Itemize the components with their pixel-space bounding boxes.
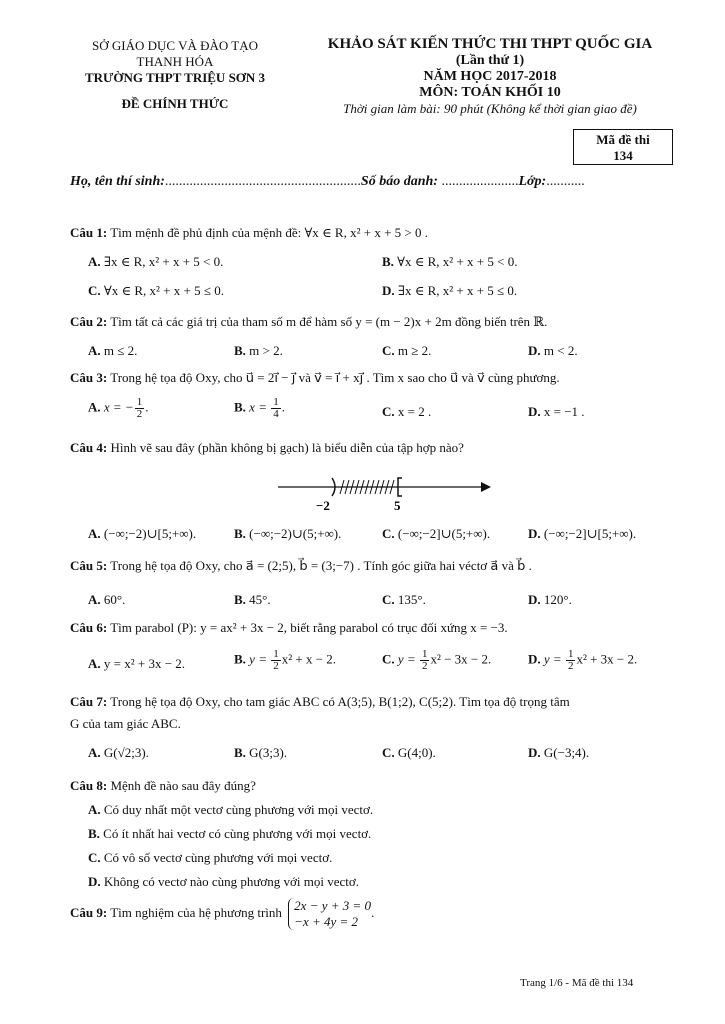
option-label: C. xyxy=(382,526,395,541)
option-text: Có vô số vectơ cùng phương với mọi vectơ. xyxy=(103,850,333,865)
question-label: Câu 5: xyxy=(70,558,108,573)
axis-arrow-icon xyxy=(481,482,491,492)
q1-option-b[interactable] xyxy=(382,254,517,270)
option-label: D. xyxy=(528,526,541,541)
exam-code-box xyxy=(573,129,673,165)
q2-option-d[interactable] xyxy=(528,343,578,359)
option-text: ∀x ∈ R, x² + x + 5 < 0. xyxy=(397,254,518,269)
question-text: Trong hệ tọa độ Oxy, cho u⃗ = 2i⃗ − j⃗ và v⃗ = i⃗ + xj⃗ . Tìm x sao cho u⃗ và v⃗ cùng phương. xyxy=(110,370,560,385)
fraction-numerator: 1 xyxy=(273,396,279,408)
student-id-field: ...................... xyxy=(437,174,519,189)
department-name xyxy=(70,38,280,112)
fraction xyxy=(566,649,576,672)
option-label: B. xyxy=(382,254,394,269)
question-text: Trong hệ tọa độ Oxy, cho a⃗ = (2;5), b⃗ = (3;−7) . Tính góc giữa hai véctơ a⃗ và b⃗ . xyxy=(110,558,532,573)
option-label: A. xyxy=(88,399,101,415)
option-label: A. xyxy=(88,526,101,541)
q8-option-b[interactable] xyxy=(88,826,371,842)
question-label: Câu 8: xyxy=(70,778,108,793)
option-text: G(3;3). xyxy=(249,745,288,760)
question-label: Câu 7: xyxy=(70,694,108,709)
left-endpoint-label: −2 xyxy=(316,498,330,513)
question-label: Câu 9: xyxy=(70,904,108,920)
question-label: Câu 2: xyxy=(70,314,108,329)
question-8 xyxy=(70,778,256,794)
exam-title: KHẢO SÁT KIẾN THỨC THI THPT QUỐC GIA xyxy=(327,36,653,52)
q3-option-d[interactable] xyxy=(528,404,585,420)
question-text: Hình vẽ sau đây (phần không bị gạch) là biểu diễn của tập hợp nào? xyxy=(110,440,464,455)
student-id-label: Số báo danh: xyxy=(360,174,438,189)
option-label: C. xyxy=(382,404,395,419)
fraction xyxy=(135,397,145,420)
question-text: Trong hệ tọa độ Oxy, cho tam giác ABC có A(3;5), B(1;2), C(5;2). Tìm tọa độ trọng tâm xyxy=(110,694,570,709)
student-info-line xyxy=(70,174,585,190)
question-7-line-2: G của tam giác ABC. xyxy=(70,716,181,731)
q7-option-b[interactable] xyxy=(234,745,287,761)
question-text: Tìm mệnh đề phủ định của mệnh đề: ∀x ∈ R, x² + x + 5 > 0 . xyxy=(110,225,428,240)
question-text: Mệnh đề nào sau đây đúng? xyxy=(110,778,256,793)
option-label: A. xyxy=(88,254,101,269)
fraction-denominator: 4 xyxy=(273,408,279,420)
fraction xyxy=(271,397,281,420)
question-9 xyxy=(70,898,374,930)
option-label: B. xyxy=(234,651,246,667)
q5-option-d[interactable] xyxy=(528,592,572,608)
student-name-label: Họ, tên thí sinh: xyxy=(70,174,165,189)
option-suffix: x² − 3x − 2. xyxy=(430,651,492,667)
number-line-figure xyxy=(278,470,493,515)
option-text: (−∞;−2]∪[5;+∞). xyxy=(543,526,637,541)
question-suffix: . xyxy=(371,904,375,920)
q8-option-d[interactable] xyxy=(88,874,359,890)
option-suffix: . xyxy=(281,399,285,415)
exam-round: (Lần thứ 1) xyxy=(455,53,525,68)
fraction xyxy=(420,649,430,672)
option-label: A. xyxy=(88,656,101,671)
question-label: Câu 1: xyxy=(70,225,108,240)
option-label: A. xyxy=(88,745,101,760)
option-prefix: x = − xyxy=(103,399,134,415)
q4-option-a[interactable] xyxy=(88,526,196,542)
q4-option-c[interactable] xyxy=(382,526,490,542)
fraction-numerator: 1 xyxy=(421,648,428,660)
option-text: (−∞;−2]∪(5;+∞). xyxy=(397,526,491,541)
fraction-denominator: 2 xyxy=(136,408,143,420)
class-label: Lớp: xyxy=(518,174,547,189)
q3-option-c[interactable] xyxy=(382,404,431,420)
option-prefix: y = xyxy=(543,651,562,667)
q6-option-d[interactable] xyxy=(528,649,637,672)
school-name: TRƯỜNG THPT TRIỆU SƠN 3 xyxy=(84,70,266,85)
equation-system xyxy=(288,898,371,930)
option-text: m > 2. xyxy=(249,343,283,358)
q7-option-a[interactable] xyxy=(88,745,149,761)
option-text: x = 2 . xyxy=(397,404,432,419)
option-label: D. xyxy=(528,592,541,607)
option-text: 60°. xyxy=(103,592,126,607)
option-text: G(√2;3). xyxy=(103,745,149,760)
option-text: (−∞;−2)∪[5;+∞). xyxy=(103,526,197,541)
option-text: m ≤ 2. xyxy=(103,343,138,358)
q7-option-d[interactable] xyxy=(528,745,589,761)
option-label: A. xyxy=(88,592,101,607)
fraction-numerator: 1 xyxy=(136,396,143,408)
q2-option-a[interactable] xyxy=(88,343,137,359)
question-1 xyxy=(70,225,428,241)
q1-option-c[interactable] xyxy=(88,283,224,299)
option-text: Có duy nhất một vectơ cùng phương với mọi vectơ. xyxy=(103,802,374,817)
q1-option-d[interactable] xyxy=(382,283,517,299)
option-text: Không có vectơ nào cùng phương với mọi vectơ. xyxy=(103,874,360,889)
q5-option-a[interactable] xyxy=(88,592,125,608)
option-text: G(4;0). xyxy=(397,745,436,760)
question-2 xyxy=(70,314,547,330)
q5-option-c[interactable] xyxy=(382,592,426,608)
official-label: ĐỀ CHÍNH THỨC xyxy=(121,96,229,111)
fraction-numerator: 1 xyxy=(273,648,279,660)
option-text: 120°. xyxy=(543,592,572,607)
question-text: Tìm tất cả các giá trị của tham số m để hàm số y = (m − 2)x + 2m đồng biến trên ℝ. xyxy=(110,314,548,329)
option-suffix: x² + 3x − 2. xyxy=(576,651,638,667)
option-label: D. xyxy=(528,651,541,667)
school-year: NĂM HỌC 2017-2018 xyxy=(423,69,557,84)
fraction-denominator: 2 xyxy=(273,660,279,672)
option-label: B. xyxy=(234,526,246,541)
option-label: B. xyxy=(88,826,100,841)
option-label: C. xyxy=(382,343,395,358)
fraction-numerator: 1 xyxy=(567,648,574,660)
q1-option-a[interactable] xyxy=(88,254,223,270)
q6-option-a[interactable] xyxy=(88,656,185,672)
q4-option-d[interactable] xyxy=(528,526,636,542)
question-4 xyxy=(70,440,464,456)
time-note: Thời gian làm bài: 90 phút (Không kể thời gian giao đề) xyxy=(343,101,637,116)
q2-option-b[interactable] xyxy=(234,343,283,359)
option-label: D. xyxy=(88,874,101,889)
option-text: 135°. xyxy=(397,592,426,607)
option-text: 45°. xyxy=(249,592,271,607)
option-prefix: x = xyxy=(249,399,267,415)
q6-option-c[interactable] xyxy=(382,649,491,672)
question-5 xyxy=(70,558,532,574)
option-text: G(−3;4). xyxy=(543,745,590,760)
question-7 xyxy=(70,694,570,710)
exam-code-label: Mã đề thi xyxy=(596,132,650,147)
option-label: C. xyxy=(88,850,101,865)
option-text: m ≥ 2. xyxy=(397,343,432,358)
q7-option-c[interactable] xyxy=(382,745,436,761)
option-text: y = x² + 3x − 2. xyxy=(103,656,186,671)
equation-1: 2x − y + 3 = 0 xyxy=(294,898,372,913)
q3-option-a[interactable] xyxy=(88,397,148,420)
option-text: ∃x ∈ R, x² + x + 5 ≤ 0. xyxy=(397,283,518,298)
option-text: Có ít nhất hai vectơ có cùng phương với mọi vectơ. xyxy=(103,826,372,841)
subject: MÔN: TOÁN KHỐI 10 xyxy=(419,85,561,100)
option-text: ∀x ∈ R, x² + x + 5 ≤ 0. xyxy=(103,283,224,298)
exam-code-value: 134 xyxy=(613,148,633,163)
option-label: C. xyxy=(88,283,101,298)
option-label: D. xyxy=(528,404,541,419)
question-text: Tìm parabol (P): y = ax² + 3x − 2, biết rằng parabol có trục đối xứng x = −3. xyxy=(110,620,508,635)
question-3 xyxy=(70,370,560,386)
q8-option-c[interactable] xyxy=(88,850,332,866)
option-text: ∃x ∈ R, x² + x + 5 < 0. xyxy=(103,254,224,269)
option-label: B. xyxy=(234,343,246,358)
q4-option-b[interactable] xyxy=(234,526,341,542)
option-prefix: y = xyxy=(249,651,267,667)
fraction-denominator: 2 xyxy=(421,660,428,672)
option-label: D. xyxy=(528,343,541,358)
question-label: Câu 4: xyxy=(70,440,108,455)
dept-line-2: THANH HÓA xyxy=(136,54,214,69)
option-text: x = −1 . xyxy=(543,404,585,419)
right-endpoint-label: 5 xyxy=(394,498,401,513)
q3-option-b[interactable] xyxy=(234,397,285,420)
fraction-denominator: 2 xyxy=(567,660,574,672)
q8-option-a[interactable] xyxy=(88,802,373,818)
question-text: Tìm nghiệm của hệ phương trình xyxy=(110,904,282,920)
dept-line-1: SỞ GIÁO DỤC VÀ ĐÀO TẠO xyxy=(92,38,258,53)
q5-option-b[interactable] xyxy=(234,592,271,608)
option-label: B. xyxy=(234,592,246,607)
question-label: Câu 6: xyxy=(70,620,108,635)
q6-option-b[interactable] xyxy=(234,649,336,672)
option-label: D. xyxy=(528,745,541,760)
class-field: ........... xyxy=(546,174,585,189)
option-text: m < 2. xyxy=(543,343,578,358)
option-prefix: y = xyxy=(397,651,416,667)
option-label: C. xyxy=(382,651,395,667)
option-label: B. xyxy=(234,399,246,415)
exam-header xyxy=(290,36,690,117)
fraction xyxy=(271,649,281,672)
question-6 xyxy=(70,620,508,636)
option-suffix: . xyxy=(145,399,149,415)
question-label: Câu 3: xyxy=(70,370,108,385)
option-suffix: x² + x − 2. xyxy=(281,651,337,667)
page-footer: Trang 1/6 - Mã đề thi 134 xyxy=(520,977,634,989)
q2-option-c[interactable] xyxy=(382,343,431,359)
option-label: A. xyxy=(88,802,101,817)
option-label: D. xyxy=(382,283,395,298)
option-label: C. xyxy=(382,745,395,760)
student-name-field: ........................................................ xyxy=(164,174,361,189)
option-label: B. xyxy=(234,745,246,760)
option-text: (−∞;−2)∪(5;+∞). xyxy=(249,526,342,541)
option-label: A. xyxy=(88,343,101,358)
option-label: C. xyxy=(382,592,395,607)
equation-2: −x + 4y = 2 xyxy=(294,914,359,929)
